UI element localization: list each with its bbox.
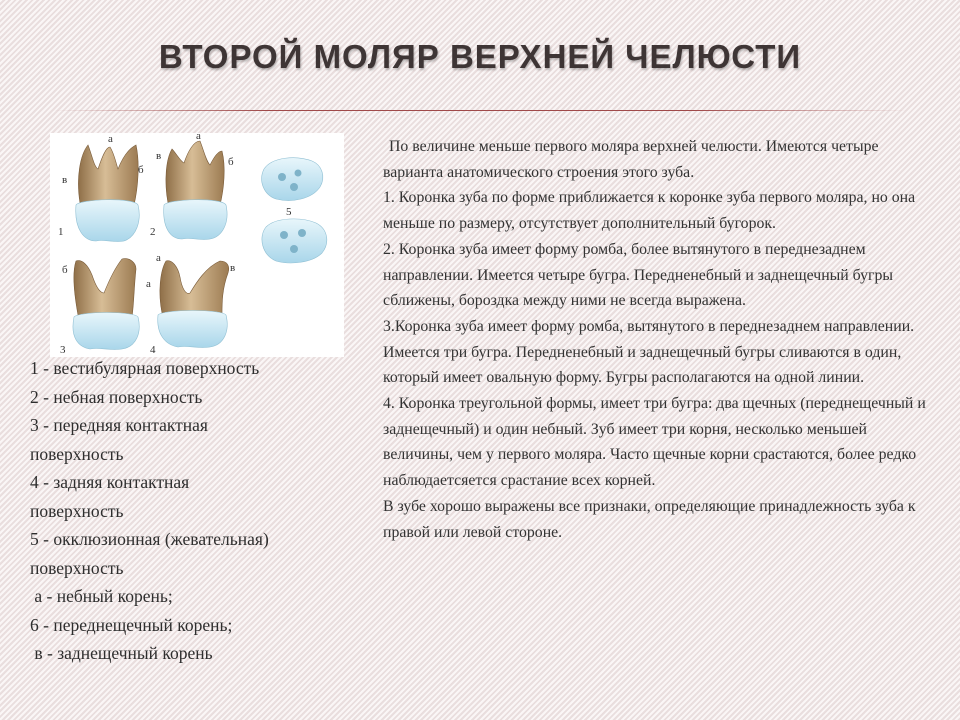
- legend-item: 6 - переднещечный корень;: [30, 614, 233, 635]
- tooth-diagram: [50, 133, 344, 357]
- tooth-view-occlusal: [262, 219, 327, 263]
- legend-item: а - небный корень;: [30, 586, 173, 606]
- label-t2-a: а: [196, 133, 201, 142]
- label-t3-a: а: [146, 278, 151, 290]
- label-t3-b: б: [62, 264, 68, 276]
- legend-item: поверхность: [30, 443, 124, 464]
- label-t1-v: в: [62, 174, 68, 186]
- slide-title: ВТОРОЙ МОЛЯР ВЕРХНЕЙ ЧЕЛЮСТИ: [158, 38, 802, 75]
- tooth-view-vestibular: [76, 145, 139, 242]
- tooth-view-occlusal-top: [262, 158, 323, 201]
- label-t1-a: а: [108, 133, 113, 145]
- label-t1-number: 1: [58, 226, 64, 238]
- label-t4-number: 4: [150, 344, 156, 356]
- legend-item: 1 - вестибулярная поверхность: [30, 358, 260, 378]
- label-t4-v: в: [230, 262, 236, 274]
- description-paragraph: 3.Коронка зуба имеет форму ромба, вытянутого в переднезаднем направлении. Имеется три бугра. Передненебный и заднещечный бугры сливаются в один, который имеет овальную форму. Бугры располагаются на одной линии.: [383, 317, 915, 387]
- description-paragraph: По величине меньше первого моляра верхней челюсти. Имеются четыре варианта анатомического строения этого зуба.: [383, 138, 879, 181]
- label-t4-a: а: [156, 252, 161, 264]
- description-paragraph: 1. Коронка зуба по форме приближается к коронке зуба первого моляра, но она меньше по размеру, отсутствует дополнительный бугорок.: [383, 189, 916, 233]
- label-t3-number: 3: [60, 344, 66, 356]
- description-paragraph: В зубе хорошо выражены все признаки, определяющие принадлежность зуба к правой или левой стороне.: [383, 497, 916, 541]
- description-text: [383, 134, 931, 545]
- legend-item: 2 - небная поверхность: [30, 386, 203, 407]
- title-divider: [52, 110, 908, 111]
- tooth-illustration: [50, 133, 344, 357]
- description-paragraph: 2. Коронка зуба имеет форму ромба, более вытянутого в переднезаднем направлении. Имеется четыре бугра. Передненебный и заднещечный бугры сближены, бороздка между ними не всегда выражена.: [383, 240, 894, 310]
- tooth-view-anterior: [73, 259, 139, 350]
- legend-item: 3 - передняя контактная: [30, 415, 208, 435]
- tooth-view-palatal: [164, 141, 227, 240]
- legend-item: 4 - задняя контактная: [30, 472, 190, 492]
- tooth-view-posterior: [158, 261, 229, 348]
- legend-item: в - заднещечный корень: [30, 643, 213, 663]
- label-t2-number: 2: [150, 226, 156, 238]
- label-t2-v: в: [156, 150, 162, 162]
- label-t5-number: 5: [286, 206, 292, 218]
- legend-list: [30, 354, 375, 668]
- description-paragraph: 4. Коронка треугольной формы, имеет три бугра: два щечных (переднещечный и заднещечный) и один небный. Зуб имеет три корня, несколько меньшей величины, чем у первого моляра. Часто щечные корни срастаются, более редко наблюдаетсяется срастание всех корней.: [383, 395, 926, 490]
- label-t2-b: б: [228, 156, 234, 168]
- legend-item: поверхность: [30, 500, 124, 521]
- legend-item: 5 - окклюзионная (жевательная): [30, 529, 269, 549]
- legend-item: поверхность: [30, 557, 124, 578]
- label-t1-b: б: [138, 164, 144, 176]
